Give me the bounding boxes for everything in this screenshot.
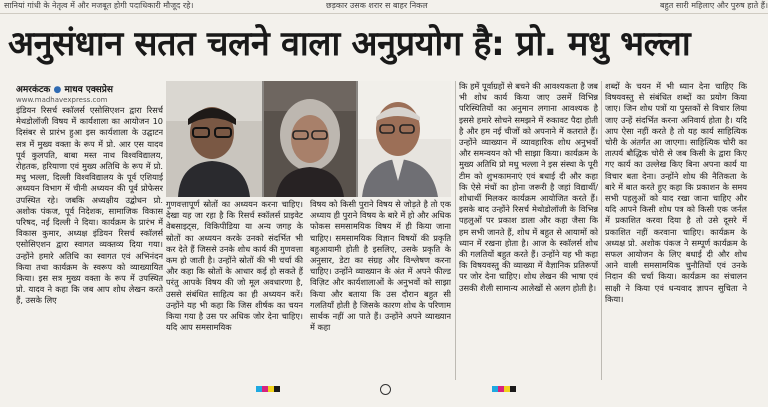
byline-agency: माधव एक्सप्रेस bbox=[64, 85, 113, 95]
bullet-icon: ● bbox=[53, 85, 62, 95]
column-divider bbox=[601, 81, 602, 380]
byline-website: www.madhavexpress.com bbox=[16, 96, 108, 104]
top-rule bbox=[0, 13, 768, 14]
article-column-2: गुणवत्तापूर्ण स्रोतों का अध्ययन करना चाहिए। देखा यह जा रहा है कि रिसर्च स्कॉलर्स प्राइवेट वेबसाइट्स, विकिपीडिया या अन्य जगह के स्रोतों का अध्ययन करके उनको संदर्भित भी कर देते हैं जिससे उनके शोध कार्य की गुणवत्ता कम हो जाती है। उन्होंने स्रोतों की भी चर्चा की और कहा कि स्रोतों के आधार कई हो सकते हैं परंतु आपके विषय की जो मूल अवधारणा है, उससे संबंधित साहित्य का ही अध्ययन करें। उन्होंने यह भी कहा कि जिस शीर्षक का चयन किया गया है उस पर अधिक जोर देना चाहिए। यदि आप समसामयिक bbox=[166, 199, 303, 333]
print-margin bbox=[0, 383, 768, 407]
video-call-screenshot bbox=[166, 81, 451, 197]
article-column-1: इंडियन रिसर्च स्कॉलर्स एसोसिएशन द्वारा रिसर्च मेथडोलॉजी विषय में कार्यशाला का आयोजन 10 दिसंबर से प्रारंभ हुआ इस कार्यशाला के उद्घाटन सत्र में मुख्य वक्ता के रूप में प्रो. आर एस यादव पूर्व कुलपति, बाबा मस्त नाथ विश्वविद्यालय, रोहतक, हरियाणा एवं मुख्य अतिथि के रूप में प्रो. मधु भल्ला, दिल्ली विश्वविद्यालय के पूर्व एशियाई अध्ययन विभाग में चीनी अध्ययन की पूर्व प्रोफेसर उपस्थित रहे। जबकि अध्यक्षीय उद्बोधन प्रो. अशोक पंकज, पूर्व निदेशक, सामाजिक विकास परिषद, नई दिल्ली ने दिया। कार्यक्रम के प्रारंभ में विकास कुमार, अध्यक्ष इंडियन रिसर्च स्कॉलर्स एसोसिएशन द्वारा स्वागत व्यक्तव्य दिया गया। उन्होंने हमारे अतिथि का स्वागत एवं अभिनंदन किया तथा कार्यक्रम के स्वरूप को व्याख्यायित किया। इस सत्र मुख्य वक्ता के रूप में उपस्थित प्रो. यादव ने कहा कि जब आप शोध लेखन करते हैं, उसके लिए bbox=[16, 105, 163, 306]
headline: अनुसंधान सतत चलने वाला अनुप्रयोग है: प्रो. मधु भल्ला bbox=[8, 24, 691, 64]
registration-mark-icon bbox=[380, 384, 391, 395]
article-column-3: विषय को किसी पुराने विषय से जोड़ते है तो एक अध्याय ही पुराने विषय के बारे में हो और अधिक फोकस समसामयिक विषय में ही किया जाना चाहिए। समसामयिक विज्ञान विषयों की प्रकृति बहुआयामी होती है इसलिए, उसके प्रकृति के अनुसार, डेटा का संग्रह और विश्लेषण करना चाहिए। उन्होंने व्याख्यान के अंत में अपने फील्ड विज़िट और कार्यशालाओं के अनुभवों को साझा किया और बताया कि उस दौरान बहुत सी गलतियाँ होती है जिसके कारण शोध के परिणाम सार्थक नहीं आ पाते हैं। उन्होंने अपने व्याख्यान में कहा bbox=[310, 199, 451, 333]
article-column-4: कि हमें पूर्वाग्रहों से बचने की आवश्यकता है जब भी शोध कार्य किया जाए उसमें विभिन्न परिस्थितियों का अनुमान लगाना आवश्यक है इससे हमारे सोचने समझने में रुकावट पैदा होती है और हम नई चीजों को अपनाने में कतराते हैं। उन्होंने व्याख्यान में व्यावहारिक शोध अनुभवों और समन्वयन को भी साझा किया। कार्यक्रम के मुख्य अतिथि प्रो मधु भल्ला ने इस संस्था के पूरी टीम को शुभकामनाएं एवं बधाई दी और कहा कि ऐसे मंचों का होना जरूरी है जहां विद्यार्थी/शोधार्थी मिलकर कार्यक्रम आयोजित करते हैं। इसके बाद उन्होंने रिसर्च मेथोडोलॉजी के विभिन्न पहलुओं पर प्रकाश डाला और कहा जैसा कि हम सभी जानते हैं, शोध में बहुत से आयामों को ध्यान में रखना होता है। आज के स्कॉलर्स शोध की गलतियों बहुत करते हैं। उन्होंने यह भी कहा कि विषयवस्तु की व्याख्या में वैज्ञानिक प्रतिरूपों पर जोर देना चाहिए। शोध लेखन की भाषा एवं उसकी शैली सामान्य आलेखों से अलग होती है। bbox=[459, 81, 598, 293]
color-swatch bbox=[510, 386, 516, 392]
top-strip-middle: छड़कार उसक शरार स बाहर निकल bbox=[326, 1, 428, 10]
participant-2-photo bbox=[264, 81, 356, 197]
article-column-5: शब्दों के चयन में भी ध्यान देना चाहिए कि विषयवस्तु से संबंधित शब्दों का प्रयोग किया जाए। जिन शोध पत्रों या पुस्तकों से विचार लिया जाए उन्हें संदर्भित करना अनिवार्य होता है। यदि आप ऐसा नहीं करते है तो यह कार्य साहित्यिक चोरी के अंतर्गत आ जाएगा। साहित्यिक चोरी का तात्पर्य बौद्धिक चोरी से जब किसी के द्वारा किए गए कार्य का उल्लेख किए बिना अपना कार्य या विचार बता देना। उन्होंने शोध की नैतिकता के बारे में बात करते हुए कहा कि प्रकाशन के समय सभी पहलुओं को याद रखा जाना चाहिए और यदि आपने किसी शोध पत्र को किसी एक जर्नल में प्रकाशित करवा दिया है तो उसे दूसरे में प्रकाशित नहीं करवाना चाहिए। कार्यक्रम के अध्यक्ष प्रो. अशोक पंकज ने सम्पूर्ण कार्यक्रम के सफल आयोजन के लिए बधाई दी और शोध आने वाली समसामयिक चुनौतियों एवं उनके निदान की चर्चा किया। कार्यक्रम का संचालन साक्षी ने किया एवं धन्यवाद ज्ञापन सुचिता ने किया। bbox=[605, 81, 747, 304]
color-swatch bbox=[274, 386, 280, 392]
top-strip-right: बहुत सारी महिलाए और पुरुष हाते हैं। bbox=[659, 1, 768, 10]
column-divider bbox=[455, 81, 456, 380]
participant-3-photo bbox=[358, 81, 451, 197]
byline-place: अमरकंटक bbox=[16, 85, 51, 95]
top-strip-left: सानियां गांधी के नेतृत्व में और मजबूत होगी पदाधिकारी मौजूद रहे। bbox=[4, 1, 194, 10]
photo-strip bbox=[166, 81, 451, 197]
participant-1-photo bbox=[166, 81, 262, 197]
